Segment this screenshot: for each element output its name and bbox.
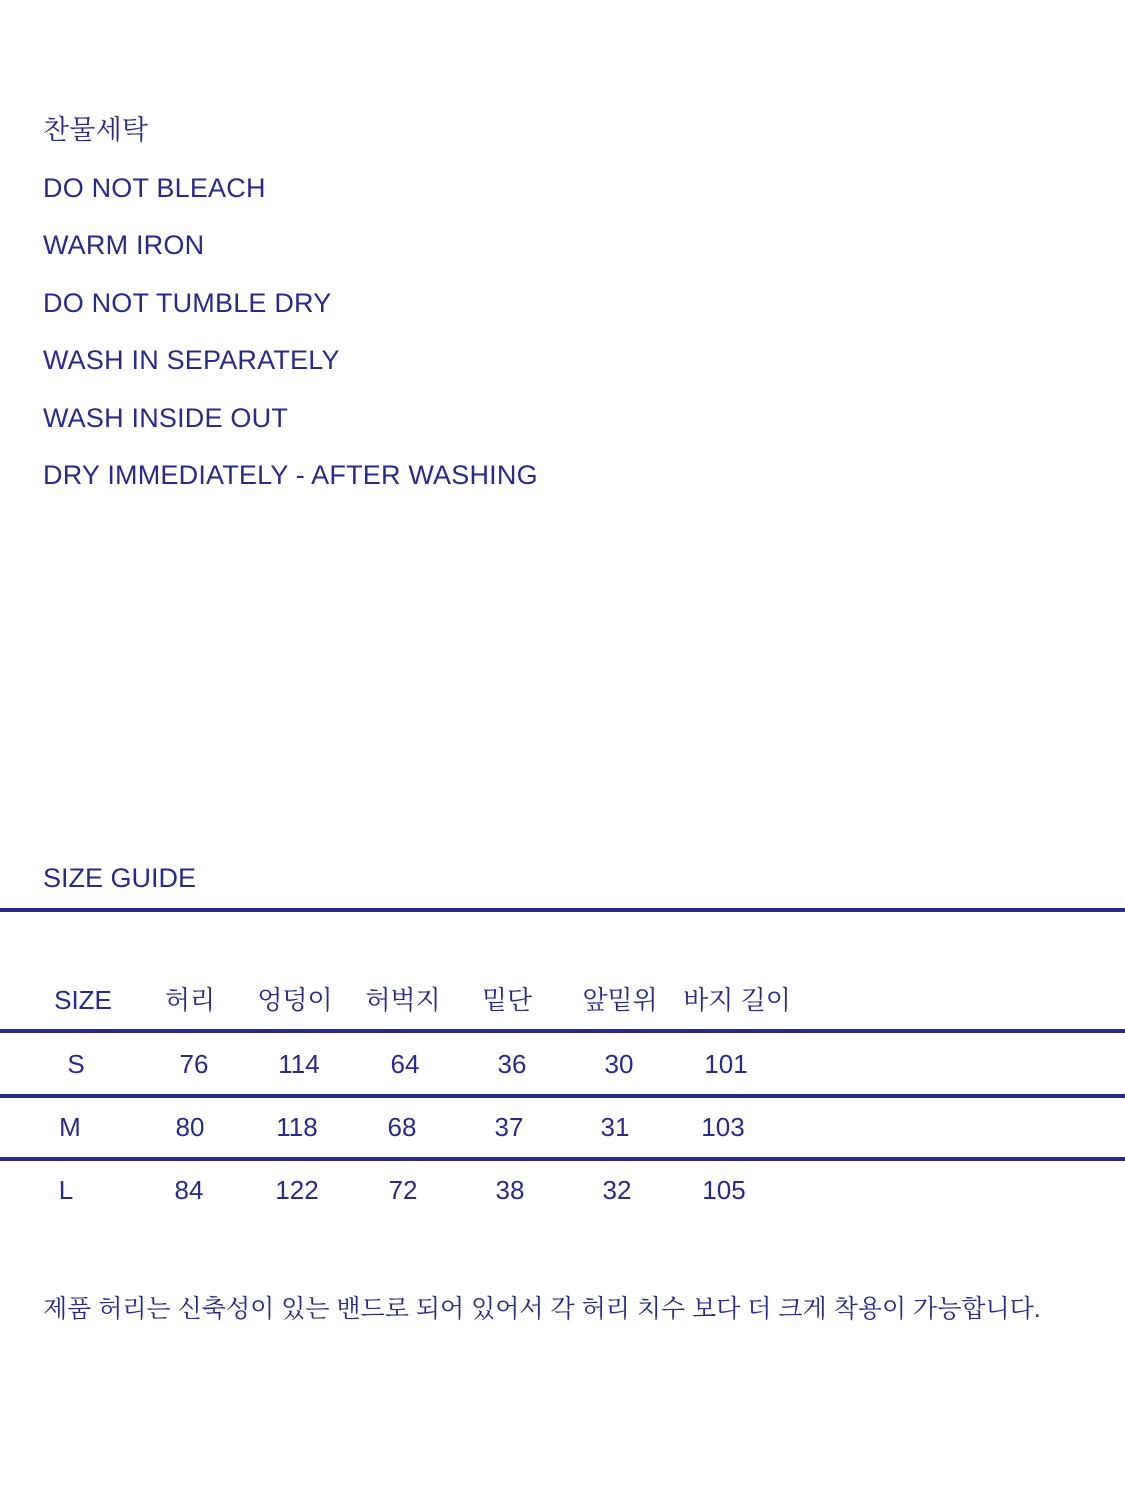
header-hip: 엉덩이 <box>257 985 333 1015</box>
hem-cell: 38 <box>495 1175 525 1205</box>
waist-cell: 84 <box>174 1175 204 1205</box>
header-size: SIZE <box>54 985 112 1015</box>
header-waist: 허리 <box>164 985 216 1015</box>
waist-cell: 80 <box>175 1112 205 1142</box>
size-guide-title: SIZE GUIDE <box>43 863 197 893</box>
size-cell: S <box>67 1049 85 1079</box>
pants-length-cell: 101 <box>704 1049 748 1079</box>
size-cell: M <box>59 1112 81 1142</box>
hip-cell: 114 <box>278 1049 320 1079</box>
care-instruction-dry-immediately: DRY IMMEDIATELY - AFTER WASHING <box>43 460 538 490</box>
header-pants-length: 바지 길이 <box>683 985 791 1015</box>
care-instruction-wash-separately: WASH IN SEPARATELY <box>43 345 340 375</box>
size-cell: L <box>58 1175 74 1205</box>
thigh-cell: 64 <box>390 1049 420 1079</box>
header-thigh: 허벅지 <box>365 985 441 1015</box>
table-row-rule <box>0 1029 1125 1033</box>
thigh-cell: 72 <box>388 1175 418 1205</box>
hem-cell: 37 <box>494 1112 524 1142</box>
header-front-rise: 앞밑위 <box>582 985 658 1015</box>
thigh-cell: 68 <box>387 1112 417 1142</box>
front-rise-cell: 32 <box>602 1175 632 1205</box>
waistband-note: 제품 허리는 신축성이 있는 밴드로 되어 있어서 각 허리 치수 보다 더 크게 착용이 가능합니다. <box>43 1295 1041 1323</box>
hip-cell: 122 <box>275 1175 319 1205</box>
size-guide-top-rule <box>0 908 1125 912</box>
front-rise-cell: 30 <box>604 1049 634 1079</box>
table-row-rule <box>0 1094 1125 1098</box>
care-instruction-no-bleach: DO NOT BLEACH <box>43 172 266 203</box>
care-instructions <box>43 108 538 511</box>
hem-cell: 36 <box>497 1049 527 1079</box>
header-hem: 밑단 <box>481 985 533 1015</box>
hip-cell: 118 <box>276 1112 318 1142</box>
care-instruction-no-tumble-dry: DO NOT TUMBLE DRY <box>43 287 332 318</box>
waist-cell: 76 <box>179 1049 209 1079</box>
care-instruction-warm-iron: WARM IRON <box>43 230 205 260</box>
care-instruction-wash-inside-out: WASH INSIDE OUT <box>43 402 289 433</box>
pants-length-cell: 103 <box>701 1112 745 1142</box>
pants-length-cell: 105 <box>702 1175 746 1205</box>
care-instruction-cold-wash: 찬물세탁 <box>43 115 149 145</box>
front-rise-cell: 31 <box>600 1112 630 1142</box>
table-row-rule <box>0 1157 1125 1161</box>
